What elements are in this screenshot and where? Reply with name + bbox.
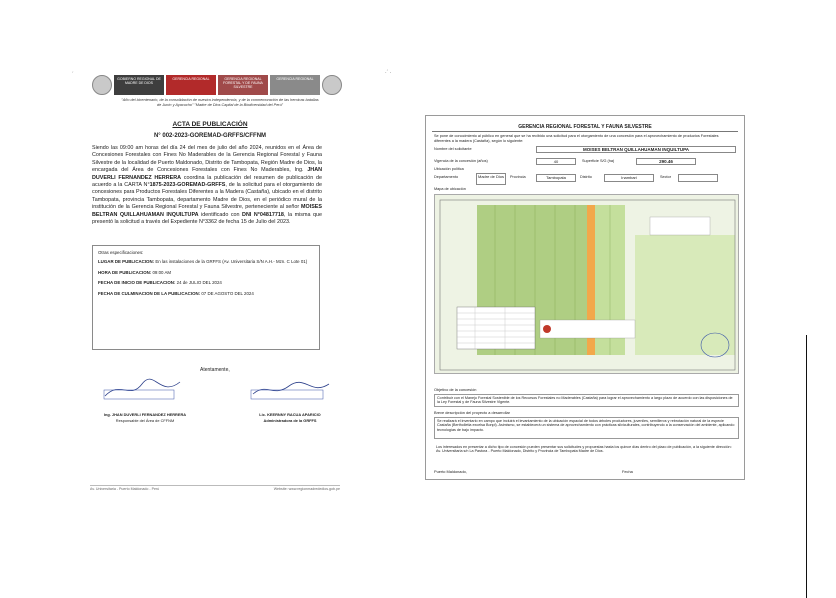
right-signer-name: Lic. KEERNNY RACUA APARICIO [259,412,321,417]
spec-row [98,291,314,297]
map-label: Mapa de ubicación [434,187,466,191]
departamento-value: Madre de Dios [476,173,506,185]
footer-address: Av. Universitaria - Puerto Maldonado - Perú [90,487,160,491]
header-cell-3: GERENCIA REGIONAL FORESTAL Y DE FAUNA SILVESTRE [218,75,268,95]
distrito-value: Inambari [604,174,654,182]
spec-key: HORA DE PUBLICACION: [98,269,152,275]
closing-salutation: Atentamente, [200,367,230,373]
scan-mark: ·´ · [385,70,392,76]
distrito-label: Distrito [580,175,592,179]
regional-shield-icon [92,75,112,95]
institution-header [92,75,342,95]
place-label: Puerto Maldonado, [434,469,467,474]
body-part: Siendo las 09:00 am horas del día 24 del mes de julio del año 2024, reunidos en el Área de Concesiones Forestales con Fines No Maderables de la Gerencia Regional Forestal y Fauna Silvestre de la localidad de Puerto Maldonado, Distrito de Tambopata, Región Madre de Dios, la encargada del Área de Concesiones Forestales con Fines No Maderables, Ing. [92,145,322,174]
applicant-value: MOISES BELTRAN QUILLAHUAMAN INQUILTUPA [536,146,736,153]
letter-number: 1875-2023-GOREMAD-GRFFS [149,182,226,189]
superficie-value: 290.46 [636,158,696,165]
specifications-box [92,245,320,350]
handwritten-signature-icon [100,378,190,402]
spec-value: En las instalaciones de la GRFFS (Av. Universitaria S/N A.H.- Mzn. C Lote 01) [154,259,308,264]
left-signer-role: Responsable del Área de CFFNM [115,418,175,423]
departamento-label: Departamento [434,175,459,179]
year-motto: "Año del bicentenario, de la consolidación de nuestra independencia, y de la conmemoración de las heroicas batallas de Junín y Ayacucho" "Madre de Dios Capital de la Biodiversidad del Perú" [121,98,319,107]
specifications-title: Otras especificaciones: [98,250,144,255]
concession-map-image [435,195,739,374]
page-edge-line [806,335,807,598]
notice-intro: Se pone de conocimiento al público en general que se ha recibido una solicitud para el otorgamiento de una concesión para el aprovechamiento de productos Forestales diferentes a la madera (Castaña), según lo siguiente: [434,134,719,143]
left-document-page [60,60,360,500]
document-number: N° 002-2023-GOREMAD-GRFFS/CFFNM [153,133,267,139]
proyecto-value: Se realizará el inventario en campo que incluirá el levantamiento de la ubicación espacial de todos árboles productores, juveniles, semilleros y rebrotación natural de la especie Castaña (Bertholletia excelsa Bonpl). Asimismo, se establecerá un sistema de aprovechamiento con prácticas silviculturales, contribuyendo a la conservación del ambiente, aplicando tecnologías de bajo impacto. [434,417,739,439]
notice-text: Los interesados en presentar a dicho tipo de concesión pueden presentar sus solicitudes y propuestas hasta los quince días dentro del plazo de publicación, a la siguiente dirección: Av. Universitaria s/n La Pastora - Puerto Maldonado, Distrito y Provincia de Tambopata Madre de Dios. [436,445,732,454]
spec-key: LUGAR DE PUBLICACION: [98,259,155,264]
vigencia-label: Vigencia de la concesión (años) [434,159,488,163]
header-cell-4: GERENCIA REGIONAL [270,75,320,95]
right-notice-page [425,115,745,480]
applicant-dni: DNI N°04817718 [242,211,284,218]
document-title: ACTA DE PUBLICACIÓN [172,121,248,128]
location-map [434,194,739,374]
right-signature [235,372,345,417]
objetivo-value: Contribuir con el Manejo Forestal Sostenible de los Recursos Forestales no Maderables (Castaña) para lograr el aprovechamiento a largo plazo de acuerdo con las disposiciones de la Ley Forestal y de Fauna Silvestre Vigente. [434,394,739,407]
proyecto-label: Breve descripción del proyecto a desarrollar [434,410,510,415]
sector-label: Sector [660,175,671,179]
objetivo-label: Objetivo de la concesión [434,387,477,392]
official-name: JHAN DUVERLI FERNANDEZ HERRERA [92,167,322,181]
provincia-value: Tambopata [536,174,576,182]
title-divider [432,131,738,132]
spec-row [98,280,314,286]
applicant-name: MOISES BELTRAN QUILLAHUAMAN INQUILTUPA [92,204,322,218]
document-body [92,145,322,226]
footer-website: Website: www.regionmadrededios.gob.pe [273,487,340,491]
body-part: identificado con [198,211,243,218]
spec-row [98,259,314,265]
spec-value: 24 de JULIO DEL 2024 [175,280,222,286]
header-cell-2: GERENCIA REGIONAL [166,75,216,95]
left-signature [90,372,200,417]
spec-value: 07 DE AGOSTO DEL 2024 [200,290,254,296]
national-shield-icon [322,75,342,95]
date-label: Fecha [622,469,633,474]
sector-value [678,174,718,182]
superficie-label: Superficie S/G (ha) [582,159,615,163]
body-part: coordina la publicación del resumen de publicación de acuerdo a la CARTA N° [92,174,322,189]
left-signer-name: Ing. JHAN DUVERLI FERNANDEZ HERRERA [103,412,187,417]
body-part: , de la solicitud para el otorgamiento de concesiones para Productos Forestales Diferentes a la Madera (Castaña), ubicado en el distrito Tambopata, provincia Tambopata, departamento Madre de Dios, en el periódico mural de la institución de la Gerencia Regional Forestal y Fauna Silvestre, perteneciente al señor [92,182,322,211]
header-cell-1: GOBIERNO REGIONAL DE MADRE DE DIOS [114,75,164,95]
spec-key: FECHA DE CULMINACION DE LA PUBLICACION: [98,290,201,296]
body-part: , la misma que presentó la solicitud a través del Expediente N°3362 de fecha 15 de Julio del 2023. [92,211,322,226]
page-footer [90,485,340,491]
spec-row [98,270,314,276]
applicant-label: Nombre del solicitante [434,147,472,151]
ubicacion-label: Ubicación política [434,167,464,171]
spec-key: FECHA DE INICIO DE PUBLICACION: [98,280,176,286]
handwritten-signature-icon [245,378,335,402]
vigencia-value: 40 [536,158,576,165]
right-signer-role: Administradora de la GRFFS [263,418,317,423]
scan-mark: ´ [72,72,74,78]
provincia-label: Provincia [510,175,526,179]
notice-title: GERENCIA REGIONAL FORESTAL Y FAUNA SILVESTRE [518,124,652,130]
spec-value: 09:00 AM [151,269,172,275]
